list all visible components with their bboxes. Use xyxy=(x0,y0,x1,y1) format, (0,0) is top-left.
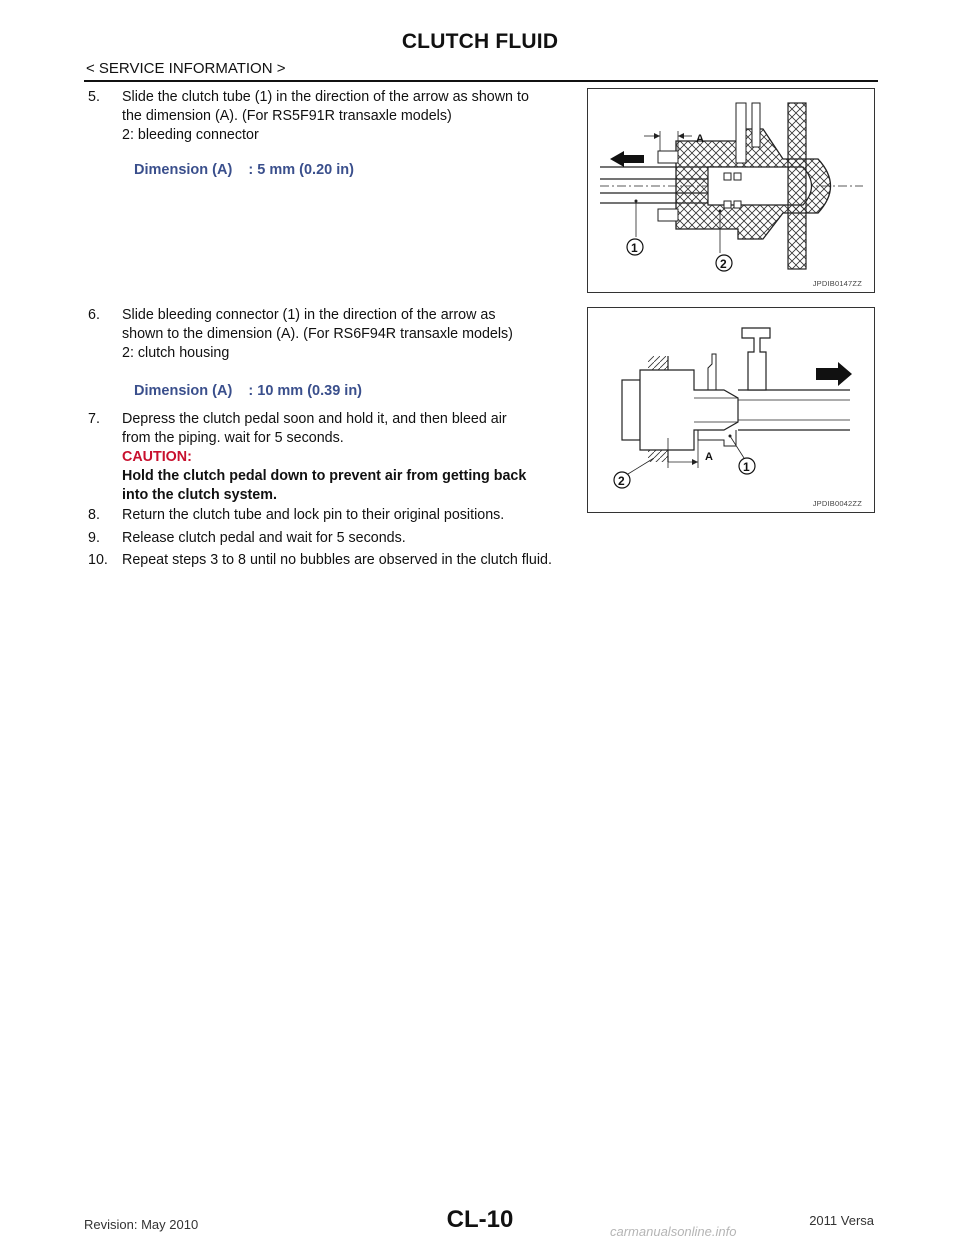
step-number: 5. xyxy=(88,89,100,105)
callout-2: 2 xyxy=(720,257,727,271)
page-title: CLUTCH FLUID xyxy=(401,30,559,53)
step-9 xyxy=(88,529,582,548)
step-text: Release clutch pedal and wait for 5 seconds. xyxy=(122,530,406,546)
step-text: Repeat steps 3 to 8 until no bubbles are observed in the clutch fluid. xyxy=(122,552,552,568)
step-number: 6. xyxy=(88,307,100,323)
watermark: carmanualsonline.info xyxy=(610,1224,737,1239)
step-8 xyxy=(88,506,582,525)
figure-id: JPDIB0042ZZ xyxy=(812,499,862,508)
callout-a: A xyxy=(705,451,713,463)
callout-1: 1 xyxy=(631,241,638,255)
header-divider xyxy=(84,80,878,82)
caution-label: CAUTION: xyxy=(122,449,192,465)
step-10 xyxy=(88,551,688,570)
step-number: 7. xyxy=(88,411,100,427)
step-6 xyxy=(88,306,582,363)
callout-2: 2 xyxy=(618,474,625,488)
step-text: 2: bleeding connector xyxy=(122,127,259,143)
caution-text: Hold the clutch pedal down to prevent air from getting back xyxy=(122,468,527,484)
step-text: Slide the clutch tube (1) in the direction of the arrow as shown to xyxy=(122,89,529,105)
step-7 xyxy=(88,410,582,505)
step-text: the dimension (A). (For RS5F91R transaxle models) xyxy=(122,108,452,124)
bleeding-connector-illustration xyxy=(588,308,874,512)
dimension-spec: Dimension (A) : 5 mm (0.20 in) xyxy=(134,162,354,178)
step-number: 8. xyxy=(88,507,100,523)
clutch-tube-illustration xyxy=(588,89,874,292)
caution-text: into the clutch system. xyxy=(122,487,277,503)
figure-bleeding-connector-diagram xyxy=(587,307,875,513)
step-text: shown to the dimension (A). (For RS6F94R transaxle models) xyxy=(122,326,513,342)
step-text: Depress the clutch pedal soon and hold it, and then bleed air xyxy=(122,411,507,427)
step-text: from the piping. wait for 5 seconds. xyxy=(122,430,344,446)
page-number: CL-10 xyxy=(446,1206,514,1233)
model-name: 2011 Versa xyxy=(809,1213,874,1228)
step-5 xyxy=(88,88,582,145)
step-number: 9. xyxy=(88,530,100,546)
callout-a: A xyxy=(696,133,704,145)
step-number: 10. xyxy=(88,552,108,568)
figure-id: JPDIB0147ZZ xyxy=(812,279,862,288)
step-text: Return the clutch tube and lock pin to their original positions. xyxy=(122,507,505,523)
revision-date: Revision: May 2010 xyxy=(84,1217,199,1232)
step-text: Slide bleeding connector (1) in the direction of the arrow as xyxy=(122,307,496,323)
dimension-spec: Dimension (A) : 10 mm (0.39 in) xyxy=(134,383,363,399)
callout-1: 1 xyxy=(743,460,750,474)
section-breadcrumb: < SERVICE INFORMATION > xyxy=(86,60,286,77)
figure-clutch-tube-diagram xyxy=(587,88,875,293)
step-text: 2: clutch housing xyxy=(122,345,230,361)
